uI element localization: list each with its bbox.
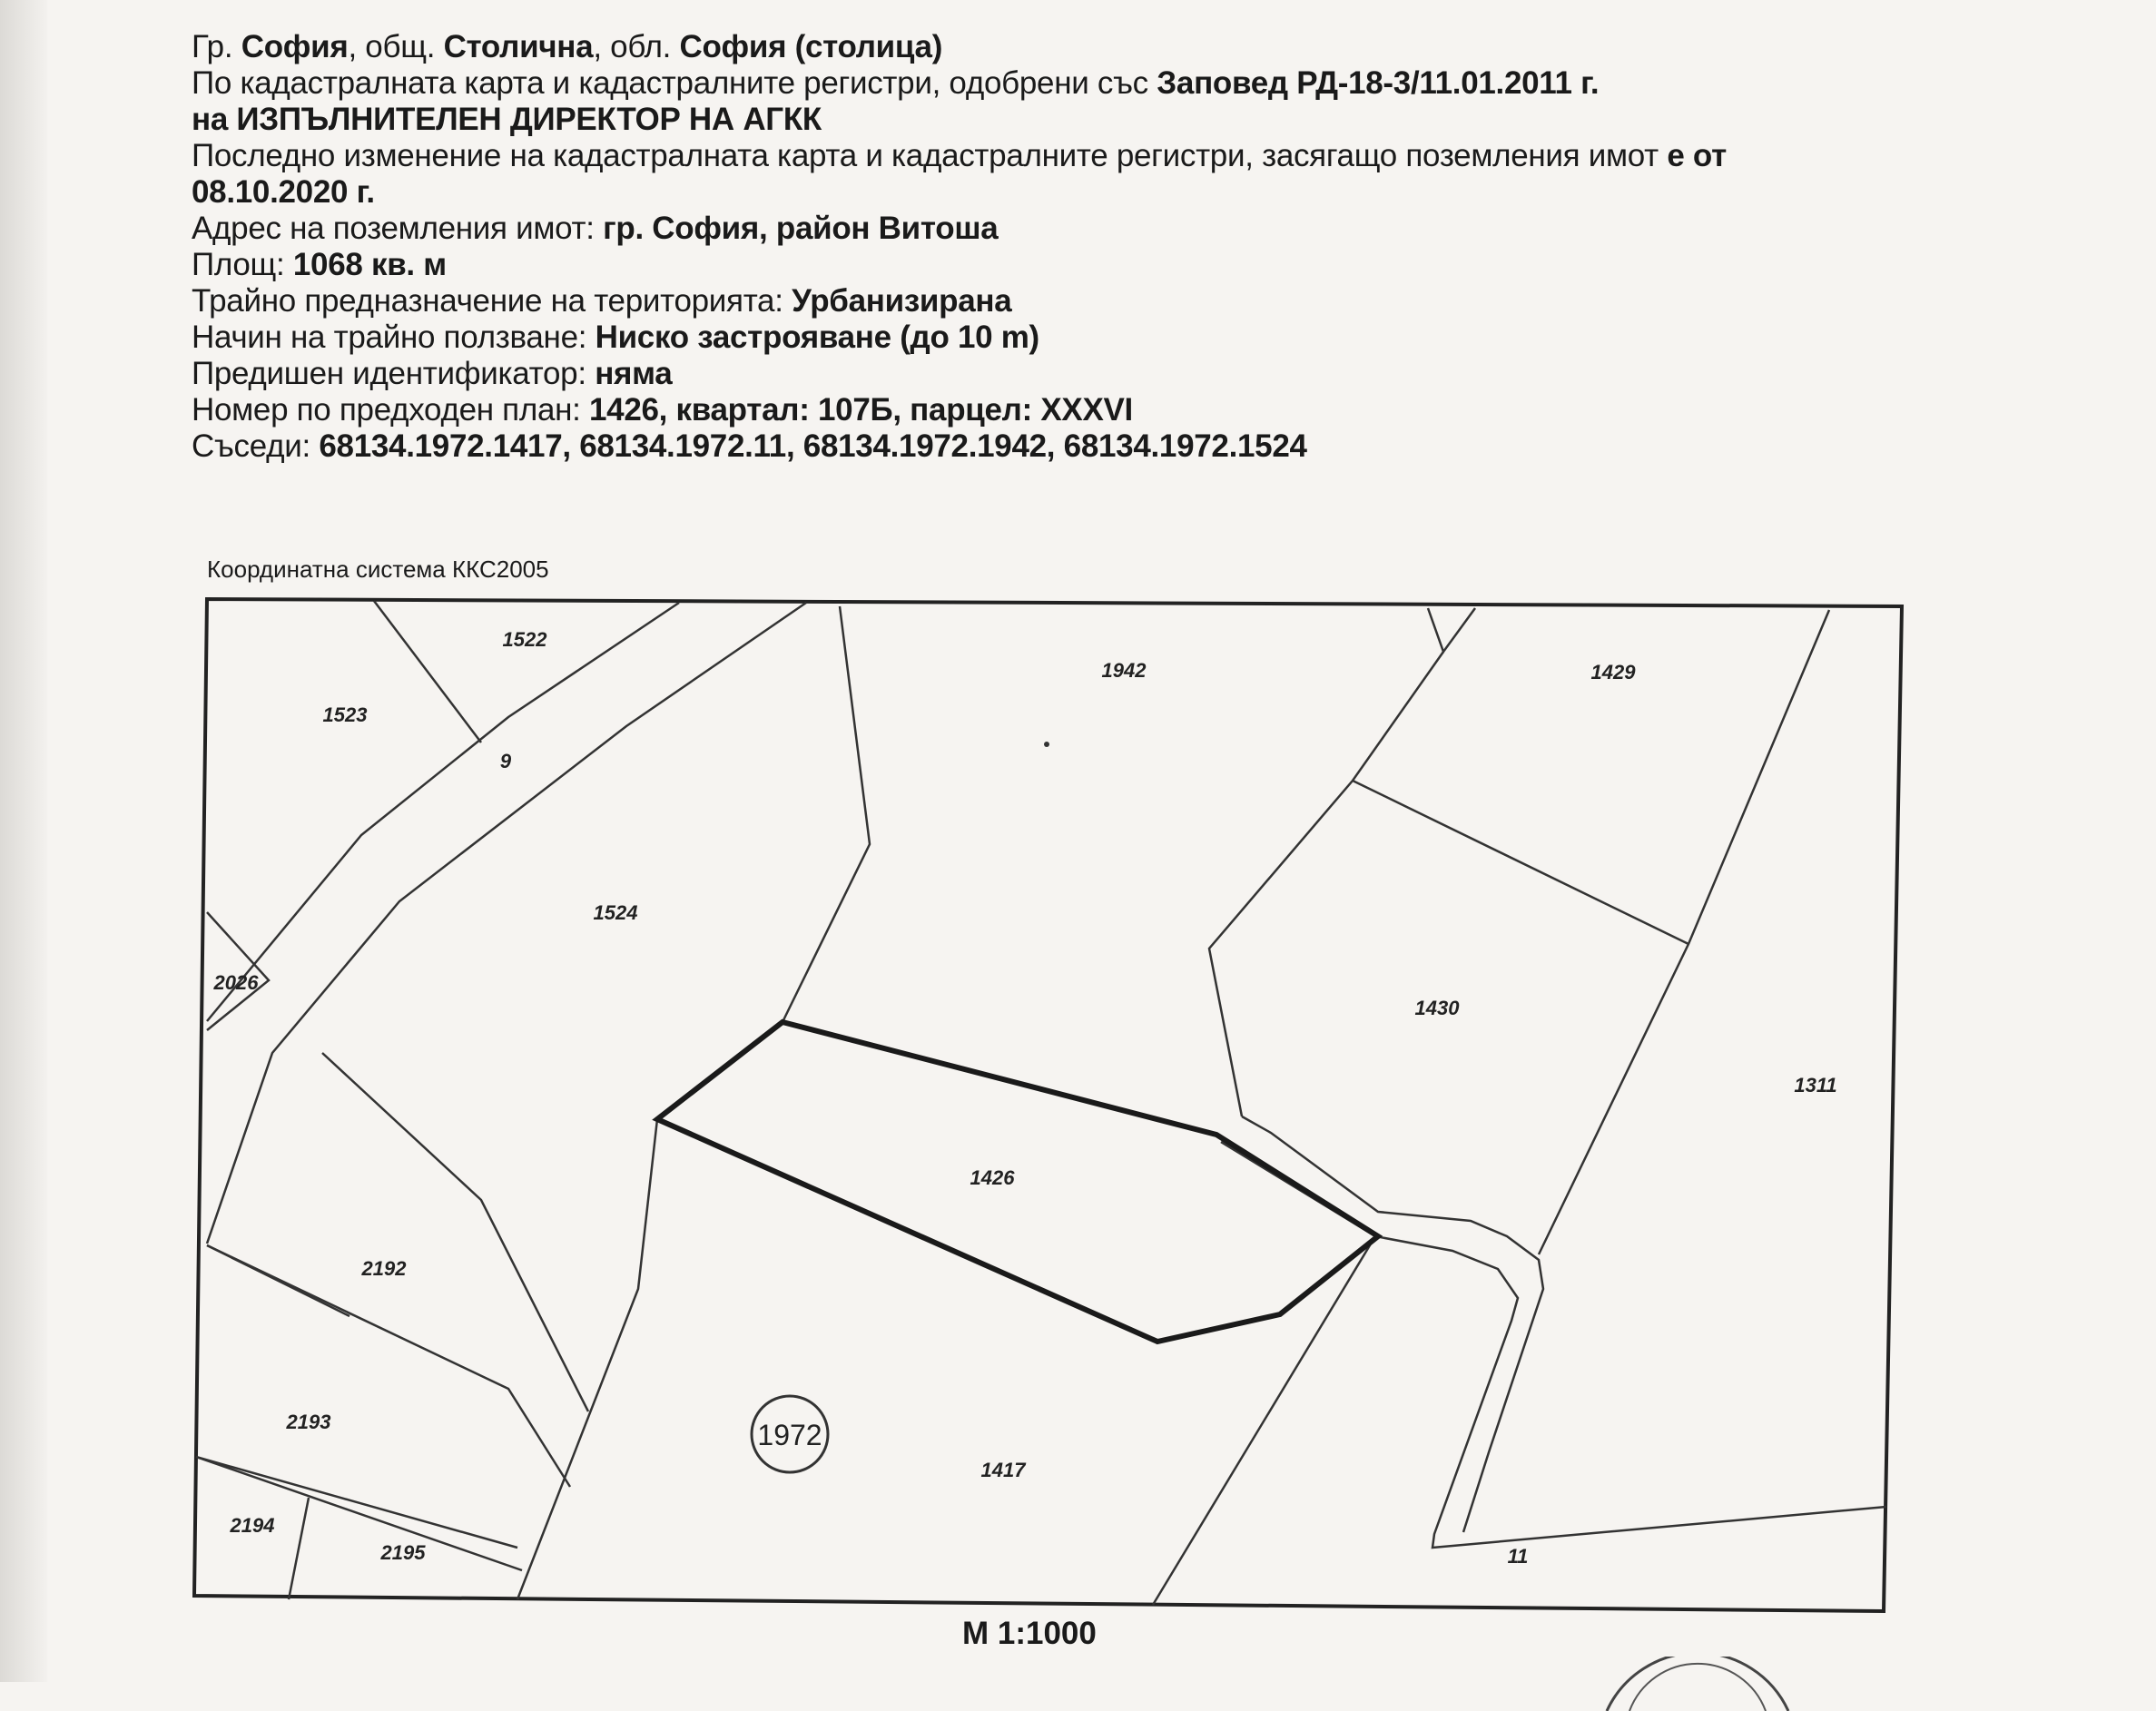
prev-id-label: Предишен идентификатор: [192, 356, 596, 391]
official-stamp [1598, 1657, 1797, 1711]
city-prefix: Гр. [192, 29, 233, 64]
municipality-name: Столична [443, 29, 594, 64]
issuer: на ИЗПЪЛНИТЕЛЕН ДИРЕКТОР НА АГКК [192, 102, 822, 137]
parcel-boundaries [196, 601, 1886, 1605]
parcel-label-1524: 1524 [593, 901, 638, 924]
purpose-label: Трайно предназначение на територията: [192, 283, 793, 319]
parcel-label-9: 9 [499, 750, 512, 772]
prev-id-value: няма [595, 356, 673, 391]
parcel-label-1522: 1522 [502, 628, 547, 651]
parcel-label-1426: 1426 [970, 1166, 1015, 1189]
parcel-label-1311: 1311 [1794, 1074, 1837, 1096]
city-name: София [241, 29, 349, 64]
area-value: 1068 кв. м [292, 247, 447, 282]
map-dot [1044, 742, 1049, 747]
parcel-label-1430: 1430 [1414, 997, 1460, 1019]
subject-parcel-outline [657, 1022, 1378, 1342]
address-label: Адрес на поземления имот: [192, 211, 604, 246]
parcel-label-2026: 2026 [213, 971, 259, 994]
parcel-label-1942: 1942 [1101, 659, 1147, 682]
prev-plan-label: Номер по предходен план: [192, 392, 589, 428]
parcel-label-2194: 2194 [230, 1514, 275, 1537]
quarter-number: 1972 [757, 1419, 822, 1451]
last-change-suffix: е от [1667, 138, 1727, 173]
region-name: София (столица) [679, 29, 943, 64]
parcel-label-2192: 2192 [361, 1257, 407, 1280]
region-prefix: , обл. [593, 29, 672, 64]
address-value: гр. София, район Витоша [603, 211, 999, 246]
parcel-label-11: 11 [1507, 1545, 1529, 1568]
neighbors-value: 68134.1972.1417, 68134.1972.11, 68134.1972.1942, 68134.1972.1524 [319, 428, 1307, 464]
neighbors-label: Съседи: [192, 428, 320, 464]
last-change-date: 08.10.2020 г. [192, 174, 375, 210]
coordinate-system-label: Координатна система ККС2005 [207, 556, 549, 583]
approval-order: Заповед РД-18-3/11.01.2011 г. [1157, 65, 1600, 101]
parcel-label-2193: 2193 [286, 1411, 331, 1433]
parcel-label-2195: 2195 [380, 1541, 426, 1564]
map-scale: М 1:1000 [962, 1616, 1097, 1651]
approval-text: По кадастралната карта и кадастралните регистри, одобрени със [192, 65, 1157, 101]
municipality-prefix: , общ. [348, 29, 436, 64]
purpose-value: Урбанизирана [792, 283, 1012, 319]
usage-label: Начин на трайно ползване: [192, 320, 596, 355]
parcel-label-1523: 1523 [322, 703, 368, 726]
last-change-text: Последно изменение на кадастралната карта и кадастралните регистри, засягащо поземления имот [192, 138, 1668, 173]
usage-value: Ниско застрояване (до 10 m) [595, 320, 1039, 355]
parcel-label-1429: 1429 [1590, 661, 1636, 683]
map-frame-border [194, 599, 1902, 1611]
prev-plan-value: 1426, квартал: 107Б, парцел: XXXVI [589, 392, 1133, 428]
parcel-label-1417: 1417 [980, 1459, 1026, 1481]
area-label: Площ: [192, 247, 293, 282]
parcel-labels [213, 628, 1837, 1568]
